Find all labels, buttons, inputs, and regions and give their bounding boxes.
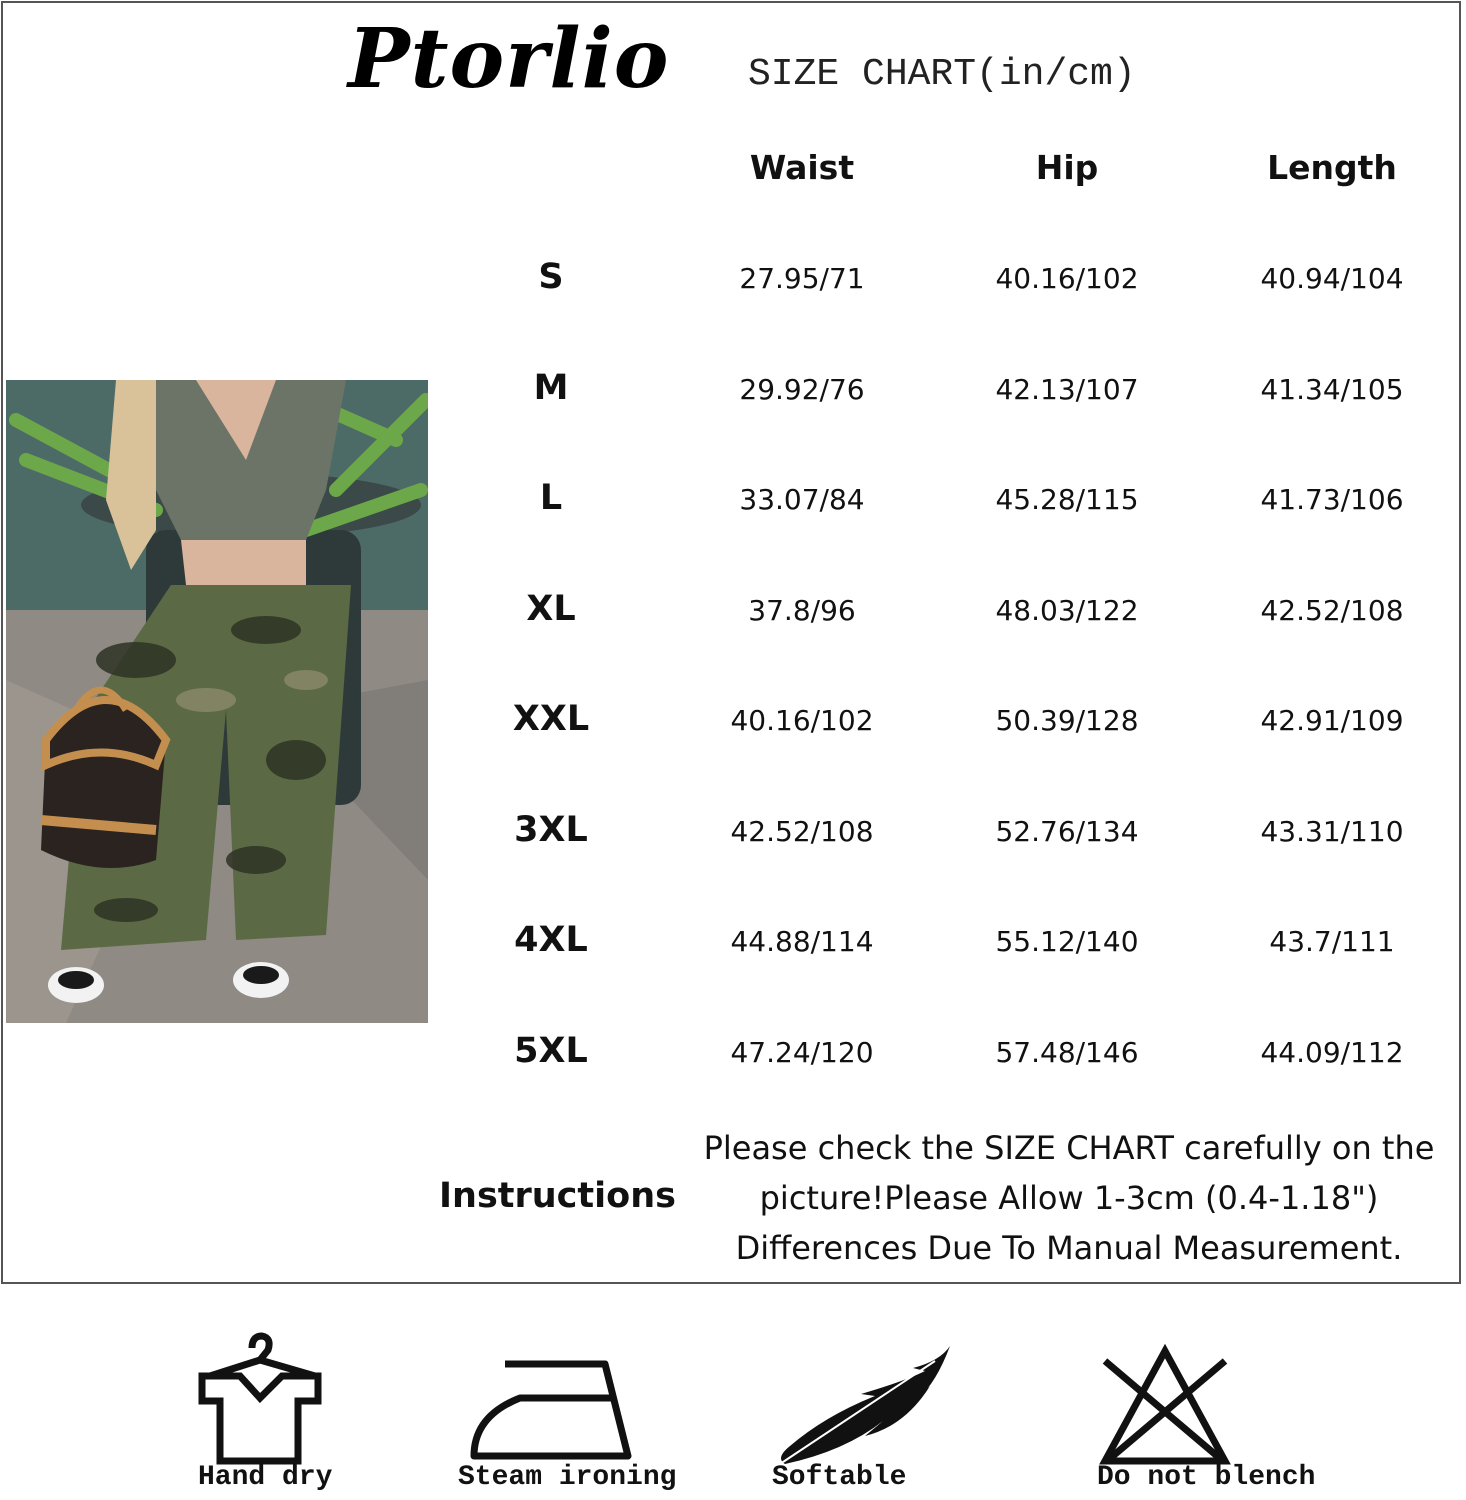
length-value: 44.09/112: [1260, 1036, 1404, 1069]
waist-value: 27.95/71: [739, 262, 865, 295]
length-value: 41.73/106: [1260, 483, 1404, 516]
size-label: M: [533, 368, 569, 408]
care-label-hand-dry: Hand dry: [198, 1462, 333, 1493]
instructions-line: Please check the SIZE CHART carefully on the: [703, 1129, 1435, 1167]
size-label: 3XL: [514, 810, 588, 850]
size-chart-panel: [1, 1, 1461, 1284]
length-value: 41.34/105: [1260, 373, 1404, 406]
column-header-waist: Waist: [749, 148, 855, 187]
length-value: 43.31/110: [1260, 815, 1404, 848]
brand-logo: Ptorlio: [348, 11, 670, 107]
hip-value: 57.48/146: [995, 1036, 1139, 1069]
length-value: 43.7/111: [1269, 925, 1395, 958]
column-header-length: Length: [1267, 148, 1397, 187]
hip-value: 42.13/107: [995, 373, 1139, 406]
care-label-steam-ironing: Steam ironing: [458, 1462, 677, 1493]
model-illustration: [6, 380, 428, 1023]
waist-value: 44.88/114: [730, 925, 874, 958]
instructions-label: Instructions: [439, 1176, 676, 1216]
size-label: S: [538, 257, 564, 297]
hip-value: 45.28/115: [995, 483, 1139, 516]
size-label: XL: [526, 589, 576, 629]
product-photo: [6, 380, 428, 1023]
hip-value: 50.39/128: [995, 704, 1139, 737]
hip-value: 40.16/102: [995, 262, 1139, 295]
care-label-do-not-bleach: Do not blench: [1097, 1462, 1316, 1493]
waist-value: 40.16/102: [730, 704, 874, 737]
size-label: 5XL: [514, 1031, 588, 1071]
hip-value: 52.76/134: [995, 815, 1139, 848]
waist-value: 33.07/84: [739, 483, 865, 516]
waist-value: 47.24/120: [730, 1036, 874, 1069]
length-value: 42.91/109: [1260, 704, 1404, 737]
size-label: 4XL: [514, 920, 588, 960]
waist-value: 29.92/76: [739, 373, 865, 406]
size-label: XXL: [512, 699, 590, 739]
hip-value: 48.03/122: [995, 594, 1139, 627]
length-value: 40.94/104: [1260, 262, 1404, 295]
instructions-text: [679, 1123, 1459, 1273]
hip-value: 55.12/140: [995, 925, 1139, 958]
size-label: L: [539, 478, 563, 518]
care-label-softable: Softable: [772, 1462, 907, 1493]
waist-value: 42.52/108: [730, 815, 874, 848]
length-value: 42.52/108: [1260, 594, 1404, 627]
column-header-hip: Hip: [1035, 148, 1099, 187]
waist-value: 37.8/96: [748, 594, 856, 627]
chart-title: SIZE CHART(in/cm): [748, 53, 1136, 96]
instructions-line: picture!Please Allow 1-3cm (0.4-1.18"): [759, 1179, 1379, 1217]
instructions-line: Differences Due To Manual Measurement.: [735, 1229, 1403, 1267]
